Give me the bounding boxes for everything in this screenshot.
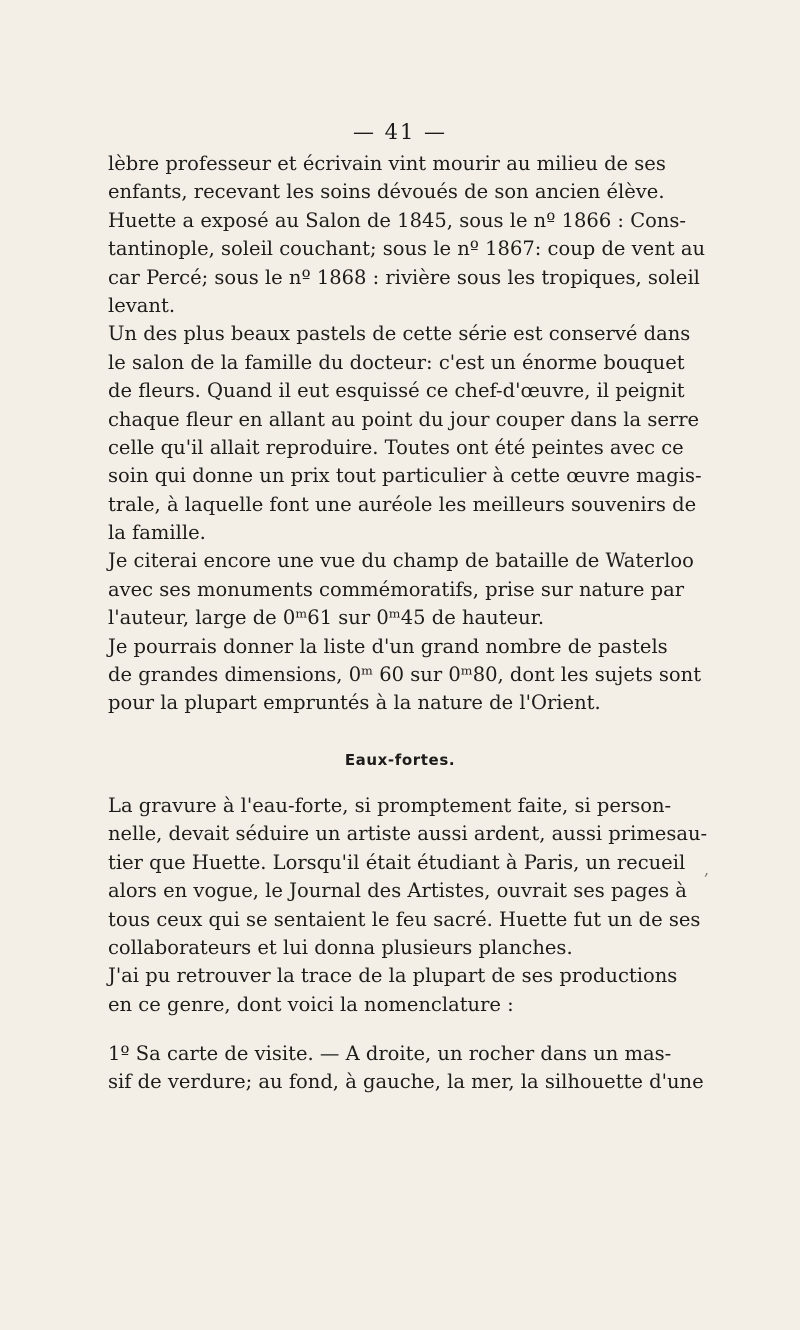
section-heading: Eaux-fortes.	[344, 751, 456, 769]
text-line: en ce genre, dont voici la nomenclature :	[108, 992, 514, 1016]
text-line: collaborateurs et lui donna plusieurs planches.	[108, 935, 573, 959]
text-line: avec ses monuments commémoratifs, prise sur nature par	[108, 577, 685, 601]
text-line: alors en vogue, le Journal des Artistes, ouvrait ses pages à	[108, 879, 687, 903]
text-line: enfants, recevant les soins dévoués de son ancien élève.	[108, 180, 665, 204]
text-line: pour la plupart empruntés à la nature de l'Orient.	[108, 691, 601, 715]
text-line: Je citerai encore une vue du champ de bataille de Waterloo	[108, 549, 694, 573]
text-line: J'ai pu retrouver la trace de la plupart de ses productions	[108, 964, 678, 988]
text-line: tous ceux qui se sentaient le feu sacré. Huette fut un de ses	[108, 907, 701, 931]
text-line: tier que Huette. Lorsqu'il était étudiant à Paris, un recueil	[108, 850, 686, 874]
text-line: lèbre professeur et écrivain vint mourir au milieu de ses	[108, 152, 666, 175]
text-block-2	[108, 792, 708, 1019]
text-line: de fleurs. Quand il eut esquissé ce chef-d'œuvre, il peignit	[108, 379, 685, 403]
text-line: Un des plus beaux pastels de cette série est conservé dans	[108, 322, 691, 346]
text-line: 1º Sa carte de visite. — A droite, un rocher dans un mas-	[108, 1042, 672, 1065]
text-line: le salon de la famille du docteur: c'est un énorme bouquet	[108, 350, 685, 374]
text-block-1	[108, 150, 705, 718]
text-line: soin qui donne un prix tout particulier à cette œuvre magis-	[108, 464, 702, 488]
text-line: celle qu'il allait reproduire. Toutes ont été peintes avec ce	[108, 435, 684, 459]
text-line: l'auteur, large de 0ᵐ61 sur 0ᵐ45 de hauteur.	[108, 606, 545, 630]
text-line: sif de verdure; au fond, à gauche, la mer, la silhouette d'une	[108, 1070, 704, 1094]
text-line: La gravure à l'eau-forte, si promptement faite, si person-	[108, 794, 672, 817]
text-line: la famille.	[108, 521, 206, 545]
text-line: nelle, devait séduire un artiste aussi ardent, aussi primesau-	[108, 822, 708, 846]
text-block-3	[108, 1040, 704, 1097]
text-line: Je pourrais donner la liste d'un grand nombre de pastels	[108, 634, 668, 658]
text-line: Huette a exposé au Salon de 1845, sous le nº 1866 : Cons-	[108, 208, 687, 232]
text-line: trale, à laquelle font une auréole les meilleurs souvenirs de	[108, 492, 697, 516]
text-line: tantinople, soleil couchant; sous le nº 1867: coup de vent au	[108, 237, 705, 261]
text-line: levant.	[108, 293, 176, 317]
page-number: — 41 —	[352, 120, 448, 144]
text-line: de grandes dimensions, 0ᵐ 60 sur 0ᵐ80, dont les sujets sont	[108, 663, 702, 687]
text-line: chaque fleur en allant au point du jour couper dans la serre	[108, 407, 700, 431]
margin-mark: ,	[704, 860, 710, 879]
text-line: car Percé; sous le nº 1868 : rivière sous les tropiques, soleil	[108, 265, 700, 289]
